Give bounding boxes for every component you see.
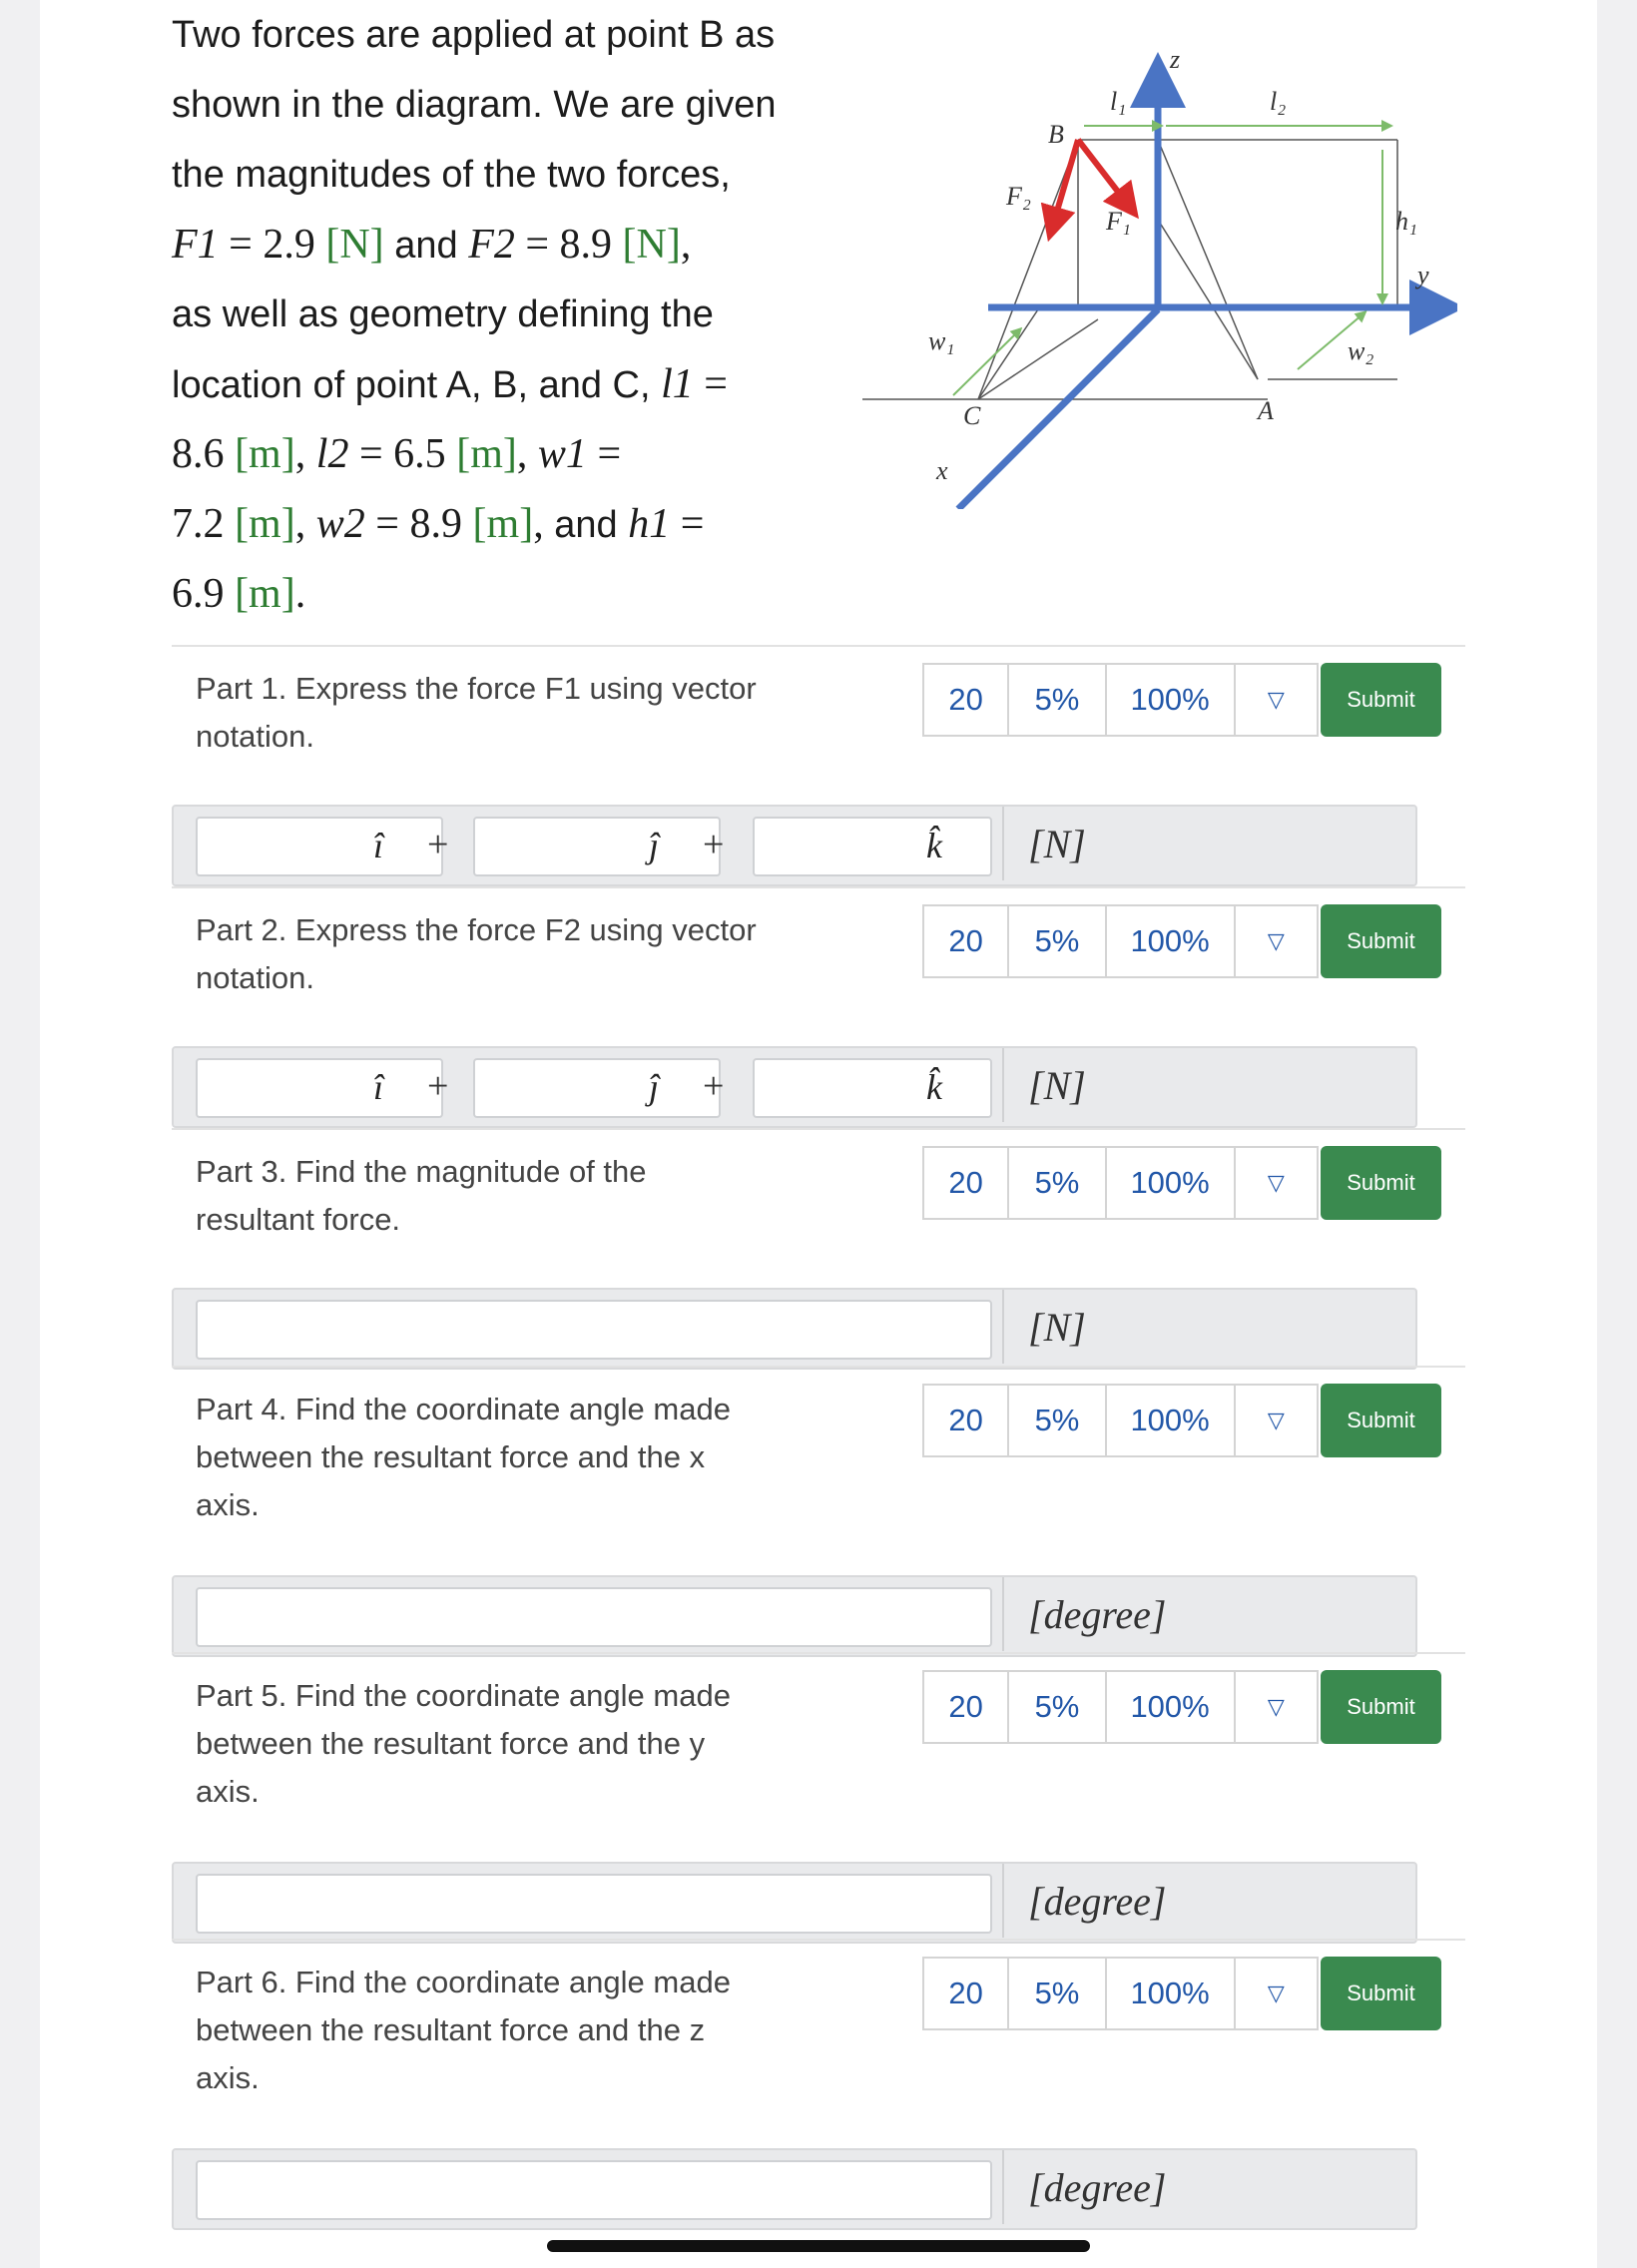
answer-input[interactable] — [196, 2160, 992, 2220]
part-separator — [172, 1128, 1465, 1130]
score-percent: 100% — [1105, 904, 1234, 978]
answer-unit: [N] — [1002, 807, 1411, 880]
unit-newton: [N] — [622, 222, 681, 268]
part-separator — [172, 1652, 1465, 1654]
i-hat-symbol: î — [373, 1067, 384, 1107]
attempts-counter: 20 — [922, 1670, 1007, 1744]
penalty-percent: 5% — [1007, 1670, 1104, 1744]
attempts-counter: 20 — [922, 1384, 1007, 1457]
part-title-line: axis. — [196, 2060, 260, 2095]
part-title-line: notation. — [196, 960, 314, 995]
part-1-toolbar — [922, 663, 1441, 737]
triangle-down-icon: ▽ — [1267, 928, 1285, 953]
submit-button[interactable]: Submit — [1321, 663, 1441, 737]
i-hat-symbol: î — [373, 826, 384, 865]
part-title-line: axis. — [196, 1774, 260, 1809]
plus-sign: + — [427, 824, 449, 865]
part-6-title — [196, 1959, 815, 2102]
force-geometry-diagram — [858, 30, 1457, 509]
part-title-line: between the resultant force and the x — [196, 1439, 706, 1474]
options-dropdown[interactable] — [1234, 1670, 1319, 1744]
part-2-answer-row — [172, 1046, 1417, 1128]
point-c-label: C — [963, 401, 981, 430]
part-title-line: notation. — [196, 719, 314, 754]
w1-value: 7.2 — [172, 501, 225, 547]
score-percent: 100% — [1105, 1384, 1234, 1457]
problem-line: location of point A, B, and C, l1 = — [172, 361, 728, 407]
answer-input[interactable] — [196, 1300, 992, 1360]
penalty-percent: 5% — [1007, 904, 1104, 978]
part-separator — [172, 645, 1465, 647]
j-hat-symbol: ĵ — [649, 826, 660, 865]
force-values-line: F1 = 2.9 [N] and F2 = 8.9 [N], — [172, 222, 692, 268]
problem-line: 8.6 [m], l2 = 6.5 [m], w1 = — [172, 431, 622, 477]
part-4-answer-row — [172, 1575, 1417, 1657]
part-2-title — [196, 906, 815, 1002]
part-4-toolbar — [922, 1384, 1441, 1457]
problem-line: 7.2 [m], w2 = 8.9 [m], and h1 = — [172, 501, 705, 547]
j-component-input[interactable] — [473, 817, 721, 876]
home-indicator — [547, 2240, 1090, 2252]
frame-lines — [862, 140, 1397, 399]
penalty-percent: 5% — [1007, 1146, 1104, 1220]
i-component-input[interactable] — [196, 817, 443, 876]
answer-unit: [N] — [1002, 1290, 1411, 1364]
triangle-down-icon: ▽ — [1267, 1694, 1285, 1719]
submit-button[interactable]: Submit — [1321, 1384, 1441, 1457]
point-b-label: B — [1048, 120, 1064, 149]
problem-line: shown in the diagram. We are given — [172, 84, 777, 126]
part-3-title — [196, 1148, 815, 1244]
k-component-input[interactable] — [753, 817, 992, 876]
h1-value: 6.9 — [172, 571, 225, 617]
k-hat-symbol: k̂ — [926, 1067, 942, 1107]
w2-label: w₂ — [1348, 336, 1374, 365]
triangle-down-icon: ▽ — [1267, 1981, 1285, 2005]
k-hat-symbol: k̂ — [926, 826, 942, 865]
problem-line: 6.9 [m]. — [172, 571, 306, 617]
axes — [958, 80, 1437, 509]
w1-label: w₁ — [928, 326, 955, 355]
attempts-counter: 20 — [922, 663, 1007, 737]
answer-unit: [degree] — [1002, 1577, 1411, 1651]
y-axis-label: y — [1417, 261, 1429, 289]
submit-button[interactable]: Submit — [1321, 1146, 1441, 1220]
dimension-arrows — [953, 126, 1387, 395]
l2-symbol: l2 — [315, 431, 349, 477]
part-title-line: between the resultant force and the z — [196, 2012, 706, 2047]
part-1-title — [196, 665, 815, 761]
part-5-answer-row — [172, 1862, 1417, 1944]
l1-symbol: l1 — [661, 361, 694, 407]
answer-unit: [N] — [1002, 1048, 1411, 1122]
submit-button[interactable]: Submit — [1321, 904, 1441, 978]
answer-unit: [degree] — [1002, 1864, 1411, 1938]
w1-symbol: w1 — [537, 431, 587, 477]
x-axis-label: x — [936, 456, 948, 485]
f2-label: F₂ — [1006, 182, 1031, 211]
h1-label: h₁ — [1395, 207, 1418, 236]
answer-input[interactable] — [196, 1874, 992, 1934]
f1-symbol: F1 — [172, 222, 219, 268]
attempts-counter: 20 — [922, 1146, 1007, 1220]
part-6-answer-row — [172, 2148, 1417, 2230]
part-1-answer-row — [172, 805, 1417, 886]
part-3-toolbar — [922, 1146, 1441, 1220]
unit-newton: [N] — [325, 222, 384, 268]
penalty-percent: 5% — [1007, 1384, 1104, 1457]
problem-line: Two forces are applied at point B as — [172, 14, 776, 56]
part-title-line: Part 3. Find the magnitude of the — [196, 1154, 647, 1189]
z-axis-label: z — [1170, 45, 1181, 74]
part-title-line: Part 6. Find the coordinate angle made — [196, 1965, 731, 1999]
problem-statement — [172, 0, 811, 629]
triangle-down-icon: ▽ — [1267, 1408, 1285, 1432]
part-title-line: resultant force. — [196, 1202, 401, 1237]
options-dropdown[interactable] — [1234, 1957, 1319, 2030]
submit-button[interactable]: Submit — [1321, 1957, 1441, 2030]
w2-value: 8.9 — [409, 501, 462, 547]
part-title-line: between the resultant force and the y — [196, 1726, 706, 1761]
options-dropdown[interactable] — [1234, 663, 1319, 737]
part-title-line: axis. — [196, 1487, 260, 1522]
f2-value: 8.9 — [559, 222, 613, 268]
f1-value: 2.9 — [263, 222, 315, 268]
penalty-percent: 5% — [1007, 1957, 1104, 2030]
l1-value: 8.6 — [172, 431, 225, 477]
part-6-toolbar — [922, 1957, 1441, 2030]
part-title-line: Part 1. Express the force F1 using vector — [196, 671, 757, 706]
problem-line: the magnitudes of the two forces, — [172, 154, 731, 196]
part-separator — [172, 1939, 1465, 1941]
triangle-down-icon: ▽ — [1267, 687, 1285, 712]
attempts-counter: 20 — [922, 1957, 1007, 2030]
h1-symbol: h1 — [628, 501, 671, 547]
part-3-answer-row — [172, 1288, 1417, 1370]
score-percent: 100% — [1105, 1957, 1234, 2030]
attempts-counter: 20 — [922, 904, 1007, 978]
plus-sign: + — [703, 1065, 725, 1107]
problem-line: as well as geometry defining the — [172, 293, 714, 335]
f1-label: F₁ — [1106, 207, 1131, 236]
k-component-input[interactable] — [753, 1058, 992, 1118]
answer-unit: [degree] — [1002, 2150, 1411, 2224]
score-percent: 100% — [1105, 663, 1234, 737]
plus-sign: + — [703, 824, 725, 865]
part-title-line: Part 2. Express the force F2 using vector — [196, 912, 757, 947]
submit-button[interactable]: Submit — [1321, 1670, 1441, 1744]
score-percent: 100% — [1105, 1146, 1234, 1220]
part-4-title — [196, 1386, 815, 1529]
part-separator — [172, 886, 1465, 888]
f2-symbol: F2 — [468, 222, 515, 268]
l1-label: l₁ — [1110, 87, 1127, 116]
part-2-toolbar — [922, 904, 1441, 978]
point-a-label: A — [1258, 396, 1274, 425]
options-dropdown[interactable] — [1234, 1384, 1319, 1457]
part-5-toolbar — [922, 1670, 1441, 1744]
answer-input[interactable] — [196, 1587, 992, 1647]
l2-value: 6.5 — [393, 431, 446, 477]
options-dropdown[interactable] — [1234, 904, 1319, 978]
j-hat-symbol: ĵ — [649, 1067, 660, 1107]
i-component-input[interactable] — [196, 1058, 443, 1118]
j-component-input[interactable] — [473, 1058, 721, 1118]
part-title-line: Part 4. Find the coordinate angle made — [196, 1392, 731, 1426]
penalty-percent: 5% — [1007, 663, 1104, 737]
l2-label: l₂ — [1270, 87, 1287, 116]
score-percent: 100% — [1105, 1670, 1234, 1744]
part-5-title — [196, 1672, 815, 1816]
part-separator — [172, 1366, 1465, 1368]
triangle-down-icon: ▽ — [1267, 1170, 1285, 1195]
part-title-line: Part 5. Find the coordinate angle made — [196, 1678, 731, 1713]
w2-symbol: w2 — [315, 501, 365, 547]
plus-sign: + — [427, 1065, 449, 1107]
options-dropdown[interactable] — [1234, 1146, 1319, 1220]
